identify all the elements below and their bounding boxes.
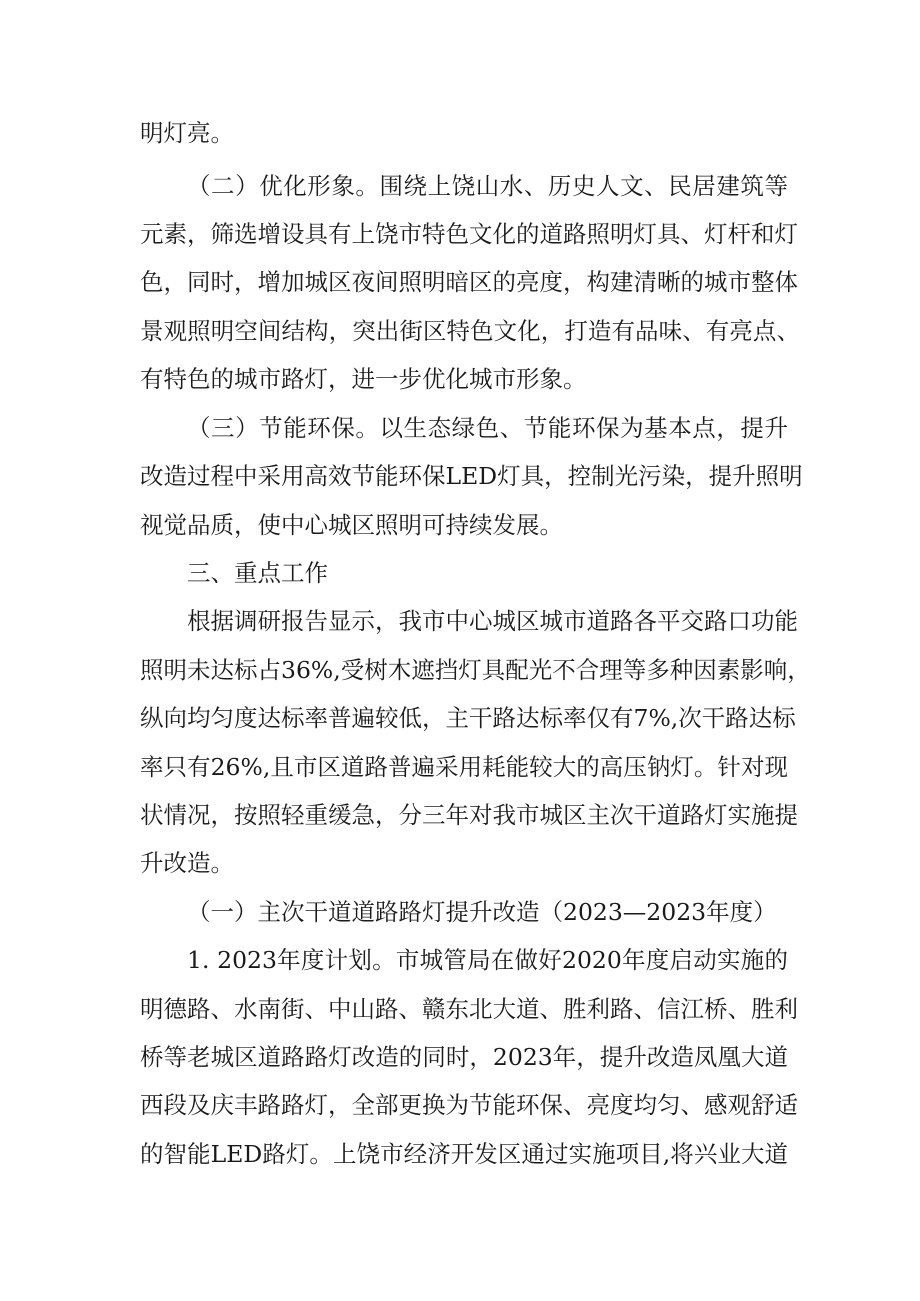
paragraph-line: 色，同时，增加城区夜间照明暗区的亮度，构建清晰的城市整体 [140, 268, 798, 296]
paragraph-line: 状情况，按照轻重缓急，分三年对我市城区主次干道路灯实施提 [140, 801, 798, 829]
paragraph-line: 改造过程中采用高效节能环保LED灯具，控制光污染，提升照明 [140, 462, 803, 490]
paragraph-line: 西段及庆丰路路灯，全部更换为节能环保、亮度均匀、感观舒适 [140, 1091, 798, 1119]
paragraph-line: 有特色的城市路灯，进一步优化城市形象。 [140, 365, 587, 393]
paragraph-line: 桥等老城区道路路灯改造的同时，2023年，提升改造凤凰大道 [140, 1043, 788, 1071]
paragraph-line: 明灯亮。 [140, 119, 234, 147]
subsection-heading-main-roads: （一）主次干道道路路灯提升改造（2023—2023年度） [187, 898, 777, 926]
paragraph-line: 元素，筛选增设具有上饶市特色文化的道路照明灯具、灯杆和灯 [140, 220, 798, 248]
paragraph-line: 1. 2023年度计划。市城管局在做好2020年度启动实施的 [187, 946, 788, 974]
paragraph-line: 视觉品质，使中心城区照明可持续发展。 [140, 511, 563, 539]
section-heading-optimize-image: （二）优化形象。围绕上饶山水、历史人文、民居建筑等 [187, 172, 788, 200]
paragraph-line: 明德路、水南街、中山路、赣东北大道、胜利路、信江桥、胜利 [140, 995, 798, 1023]
paragraph-line: 的智能LED路灯。上饶市经济开发区通过实施项目,将兴业大道 [140, 1140, 788, 1168]
section-heading-key-work: 三、重点工作 [187, 559, 328, 587]
paragraph-line: 升改造。 [140, 849, 234, 877]
paragraph-line: 率只有26%,且市区道路普遍采用耗能较大的高压钠灯。针对现 [140, 753, 788, 781]
paragraph-line: 纵向均匀度达标率普遍较低，主干路达标率仅有7%,次干路达标 [140, 704, 796, 732]
paragraph-line: 景观照明空间结构，突出街区特色文化，打造有品味、有亮点、 [140, 317, 800, 345]
paragraph-line: 照明未达标占36%,受树木遮挡灯具配光不合理等多种因素影响， [140, 656, 811, 684]
paragraph-line: 根据调研报告显示，我市中心城区城市道路各平交路口功能 [187, 607, 798, 635]
section-heading-energy-saving: （三）节能环保。以生态绿色、节能环保为基本点，提升 [187, 414, 788, 442]
